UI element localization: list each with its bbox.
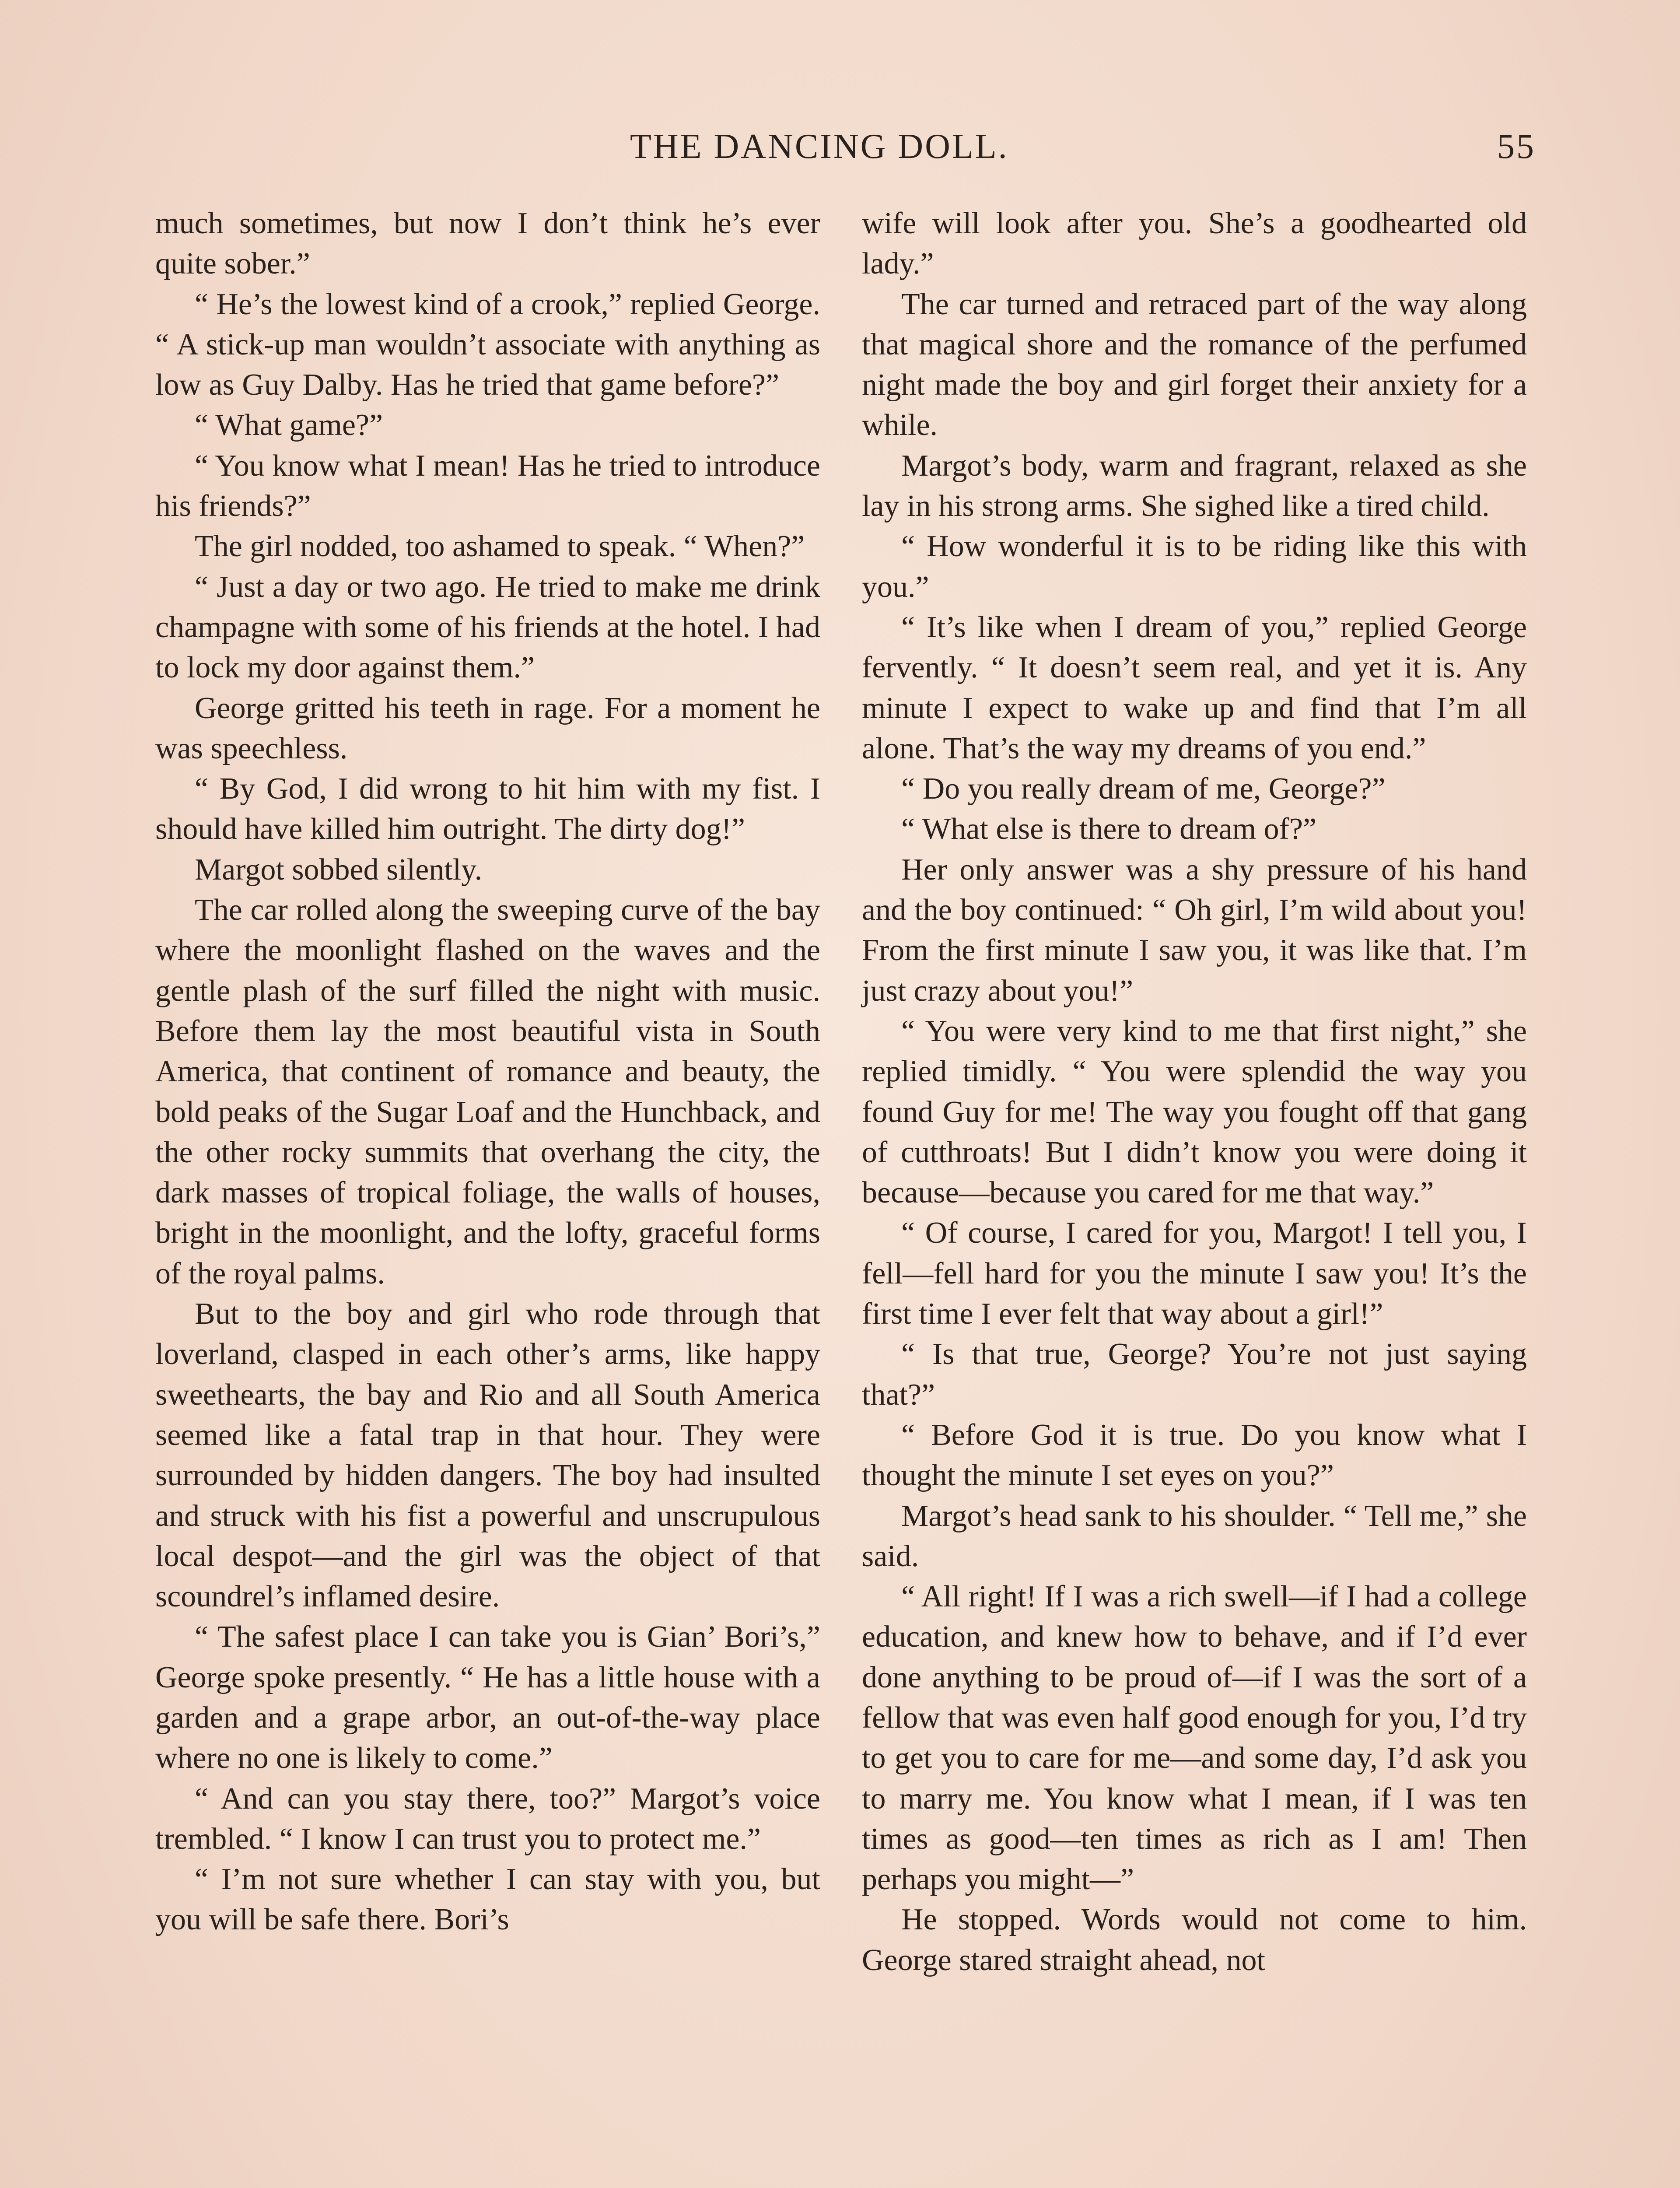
paragraph: George gritted his teeth in rage. For a moment he was speechless. <box>155 691 820 765</box>
paragraph: “ Do you really dream of me, George?” <box>901 772 1386 806</box>
left-column <box>155 203 820 1940</box>
paragraph: “ All right! If I was a rich swell—if I had a college education, and knew how to behave, and if I’d ever done anything to be proud of—if I was the sort of a fellow that was even half good enough for you, I’d try to get you to care for me—and some day, I’d ask you to marry me. You know what I mean, if I was ten times as good—ten times as rich as I am! Then perhaps you might—” <box>862 1580 1527 1897</box>
right-column <box>862 203 1527 1981</box>
paragraph: Margot sobbed silently. <box>195 852 483 887</box>
paragraph: “ What game?” <box>195 408 383 442</box>
paragraph: Margot’s body, warm and fragrant, relaxed as she lay in his strong arms. She sighed like a tired child. <box>862 449 1527 523</box>
paragraph: He stopped. Words would not come to him. George stared straight ahead, not <box>862 1903 1527 1977</box>
paragraph: “ How wonderful it is to be riding like this with you.” <box>862 529 1527 604</box>
paragraph: “ By God, I did wrong to hit him with my fist. I should have killed him outright. The dirty dog!” <box>155 772 820 846</box>
paragraph: “ What else is there to dream of?” <box>901 812 1317 846</box>
paragraph: The girl nodded, too ashamed to speak. “ When?” <box>195 529 805 564</box>
paragraph: “ It’s like when I dream of you,” replied George fervently. “ It doesn’t seem real, and yet it is. Any minute I expect to wake up and find that I’m all alone. That’s the way my dreams of you end.” <box>862 610 1527 765</box>
running-title: THE DANCING DOLL. <box>630 127 1009 166</box>
paragraph: “ You know what I mean! Has he tried to introduce his friends?” <box>155 449 820 523</box>
paragraph: “ Is that true, George? You’re not just saying that?” <box>862 1337 1527 1412</box>
paragraph: But to the boy and girl who rode through that loverland, clasped in each other’s arms, like happy sweethearts, the bay and Rio and all South America seemed like a fatal trap in that hour. They were surrounded by hidden dangers. The boy had insulted and struck with his fist a powerful and unscrupulous local despot—and the girl was the object of that scoundrel’s inflamed desire. <box>155 1297 820 1614</box>
paragraph: wife will look after you. She’s a goodhearted old lady.” <box>862 207 1527 281</box>
page-number: 55 <box>1497 127 1536 166</box>
paragraph: “ Just a day or two ago. He tried to make me drink champagne with some of his friends at the hotel. I had to lock my door against them.” <box>155 570 820 685</box>
paragraph: much sometimes, but now I don’t think he’s ever quite sober.” <box>155 207 820 281</box>
paragraph: Margot’s head sank to his shoulder. “ Tell me,” she said. <box>862 1499 1527 1573</box>
paragraph: “ You were very kind to me that first night,” she replied timidly. “ You were splendid the way you found Guy for me! The way you fought off that gang of cutthroats! But I didn’t know you were doing it because—because you cared for me that way.” <box>862 1014 1527 1210</box>
paragraph: The car rolled along the sweeping curve of the bay where the moonlight flashed on the waves and the gentle plash of the surf filled the night with music. Before them lay the most beautiful vista in South America, that continent of romance and beauty, the bold peaks of the Sugar Loaf and the Hunchback, and the other rocky summits that overhang the city, the dark masses of tropical foliage, the walls of houses, bright in the moonlight, and the lofty, graceful forms of the royal palms. <box>155 893 820 1290</box>
paragraph: “ I’m not sure whether I can stay with you, but you will be safe there. Bori’s <box>155 1862 820 1937</box>
paragraph: “ Before God it is true. Do you know what I thought the minute I set eyes on you?” <box>862 1418 1527 1493</box>
paragraph: “ The safest place I can take you is Gian’ Bori’s,” George spoke presently. “ He has a little house with a garden and a grape arbor, an out-of-the-way place where no one is likely to come.” <box>155 1620 820 1775</box>
running-header <box>630 127 1536 175</box>
paragraph: “ And can you stay there, too?” Margot’s voice trembled. “ I know I can trust you to protect me.” <box>155 1781 820 1856</box>
paragraph: “ Of course, I cared for you, Margot! I tell you, I fell—fell hard for you the minute I saw you! It’s the first time I ever felt that way about a girl!” <box>862 1216 1527 1331</box>
paragraph: “ He’s the lowest kind of a crook,” replied George. “ A stick-up man wouldn’t associate with anything as low as Guy Dalby. Has he tried that game before?” <box>155 287 820 402</box>
paragraph: The car turned and retraced part of the way along that magical shore and the romance of the perfumed night made the boy and girl forget their anxiety for a while. <box>862 287 1527 442</box>
paragraph: Her only answer was a shy pressure of his hand and the boy continued: “ Oh girl, I’m wild about you! From the first minute I saw you, it was like that. I’m just crazy about you!” <box>862 852 1527 1008</box>
